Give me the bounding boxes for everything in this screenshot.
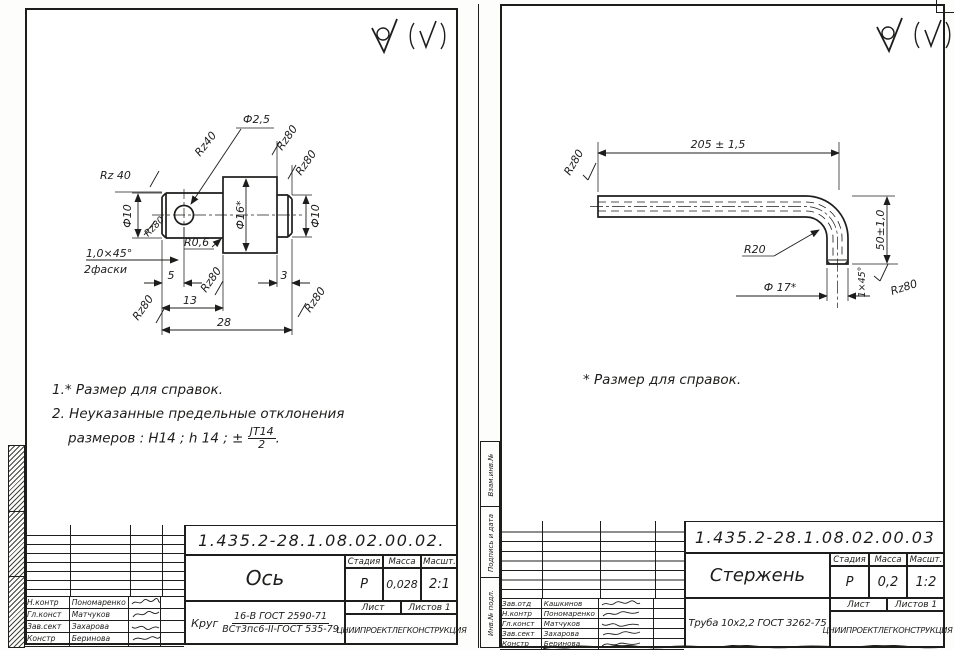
- centerline: [590, 207, 838, 309]
- scale-value: 1:2: [907, 566, 945, 598]
- page-number-corner: [936, 0, 954, 13]
- dim-5: 5: [167, 269, 175, 282]
- part-name: Стержень: [685, 553, 830, 598]
- margin-cell: [480, 441, 500, 507]
- staff-grid: [25, 596, 185, 645]
- note-2: 2. Неуказанные предельные отклонения: [52, 406, 345, 422]
- dim-diameter-middle: Ф16*: [234, 200, 247, 230]
- material-spec: $\frac{\text{16-В ГОСТ 2590-71}}{\text{ВСт3пс6-II-ГОСТ 535-79}}$: [222, 610, 339, 635]
- staff-name: Беринова: [542, 639, 600, 649]
- staff-name: Матчуков: [70, 609, 130, 621]
- check-icon: [420, 21, 436, 47]
- mass-value: 0,2: [869, 566, 907, 598]
- margin-cell: [480, 577, 500, 648]
- sheets-label: Листов 1: [401, 601, 458, 614]
- staff-role: Гл.конст: [500, 619, 542, 629]
- col-scale: Масшт.: [421, 555, 458, 568]
- margin-label: Подпись и дата: [487, 514, 495, 572]
- surface-roughness-symbol: [863, 14, 954, 62]
- roughness-label: Rz80: [888, 277, 920, 298]
- margin-cell: [480, 506, 500, 578]
- staff-role: Гл.конст: [25, 609, 70, 621]
- note-1: 1.* Размер для справок.: [52, 382, 223, 398]
- sheets-label: Листов 1: [887, 598, 945, 611]
- check-icon: [925, 20, 941, 46]
- dim-diameter-left: Ф10: [121, 204, 134, 228]
- dim-fillet-radius: R0,6: [184, 236, 210, 249]
- staff-role: Зав.отд: [500, 599, 542, 609]
- staff-name: Пономаренко: [70, 597, 130, 609]
- stamp-strip-cell: [8, 445, 25, 512]
- note-3: размеров : Н14 ; h 14 ; ± $\frac{JT14}{2}$ .: [68, 425, 280, 451]
- tolerance-fraction: $\frac{JT14}{2}$: [249, 425, 274, 451]
- title-block-right: [500, 521, 953, 648]
- organization: ЦНИИПРОЕКТЛЕГКОНСТРУКЦИЯ: [830, 611, 945, 648]
- revision-grid-empty: [500, 521, 685, 598]
- dim-height: 50±1,0: [874, 209, 887, 251]
- dim-diameter-right: Ф10: [309, 204, 322, 228]
- dim-3: 3: [280, 269, 288, 282]
- col-scale: Масшт.: [907, 553, 945, 566]
- dim-28: 28: [217, 316, 231, 329]
- staff-name: Кашкинов: [542, 599, 600, 609]
- cut-off-handwriting: [538, 645, 948, 650]
- staff-name: Захарова: [70, 621, 130, 633]
- drawing-notes: [52, 378, 412, 451]
- material-cell: [185, 601, 345, 645]
- scale-value: 2:1: [421, 568, 458, 601]
- dim-length: 205 ± 1,5: [690, 138, 746, 151]
- col-mass: Масса: [869, 553, 907, 566]
- stage-value: Р: [345, 568, 383, 601]
- dim-chamfer: 1×45°: [857, 266, 868, 298]
- staff-role: Н.контр: [500, 609, 542, 619]
- paren-right: [441, 23, 445, 49]
- dim-13: 13: [183, 294, 197, 307]
- drawing-note: * Размер для справок.: [583, 372, 742, 388]
- material-cell: Труба 10х2,2 ГОСТ 3262-75: [685, 598, 830, 648]
- material-prefix: Круг: [191, 616, 219, 630]
- staff-name: Беринова: [70, 633, 130, 646]
- col-stage: Стадия: [345, 555, 383, 568]
- roughness-label: Rz80: [142, 214, 167, 240]
- stamp-strip-cell: [8, 576, 25, 648]
- roughness-label: Rz80: [197, 264, 225, 295]
- axle-drawing: [60, 95, 370, 350]
- surface-roughness-symbol: [358, 15, 453, 63]
- staff-name: Захарова: [542, 629, 600, 639]
- roughness-label: Rz80: [292, 147, 320, 178]
- roughness-label: Rz40: [192, 129, 220, 159]
- dim-bend-radius: R20: [744, 243, 766, 256]
- signature-scribble: [129, 633, 161, 646]
- sheet-right-drawing: [478, 0, 954, 650]
- dim-hole-diameter: Ф2,5: [243, 113, 270, 126]
- roughness-label: Rz80: [273, 122, 301, 153]
- staff-role: Зав.сект: [500, 629, 542, 639]
- sheet-left-drawing: [8, 8, 467, 648]
- roughness-label: Rz80: [129, 292, 157, 323]
- title-block-left: [25, 525, 467, 645]
- staff-role: Констр: [500, 639, 542, 649]
- part-name: Ось: [185, 555, 345, 601]
- staff-name: Матчуков: [542, 619, 600, 629]
- staff-role: Констр: [25, 633, 70, 646]
- sheet-label: Лист: [830, 598, 887, 611]
- document-number: 1.435.2-28.1.08.02.00.02.: [185, 525, 458, 555]
- sheet-label: Лист: [345, 601, 401, 614]
- stamp-strip-cell: [8, 511, 25, 577]
- rod-drawing: [540, 130, 950, 325]
- col-stage: Стадия: [830, 553, 869, 566]
- col-mass: Масса: [383, 555, 421, 568]
- paren-right: [946, 22, 950, 48]
- dim-tube-diameter: Ф 17*: [763, 281, 797, 294]
- roughness-label: Rz 40: [100, 169, 131, 182]
- stage-value: Р: [830, 566, 869, 598]
- sheet-edge-line: [478, 4, 479, 648]
- mass-value: 0,028: [383, 568, 421, 601]
- revision-grid-empty: [25, 525, 185, 596]
- document-number: 1.435.2-28.1.08.02.00.03: [685, 521, 945, 553]
- staff-grid: [500, 598, 685, 648]
- paren-left: [915, 22, 919, 48]
- organization: ЦНИИПРОЕКТЛЕГКОНСТРУКЦИЯ: [345, 614, 458, 645]
- staff-role: Н.контр: [25, 597, 70, 609]
- staff-role: Зав.сект: [25, 621, 70, 633]
- roughness-label: Rz80: [561, 147, 587, 178]
- staff-row: [25, 632, 184, 647]
- chamfer-note: 1,0×45°: [86, 247, 133, 260]
- chamfer-note-2: 2фаски: [84, 263, 127, 276]
- paren-left: [410, 23, 414, 49]
- staff-name: Пономаренко: [542, 609, 600, 619]
- margin-label: Инв.№ подл.: [487, 589, 495, 637]
- margin-label: Взам.инв.№: [487, 453, 495, 497]
- roughness-label: Rz80: [301, 284, 329, 315]
